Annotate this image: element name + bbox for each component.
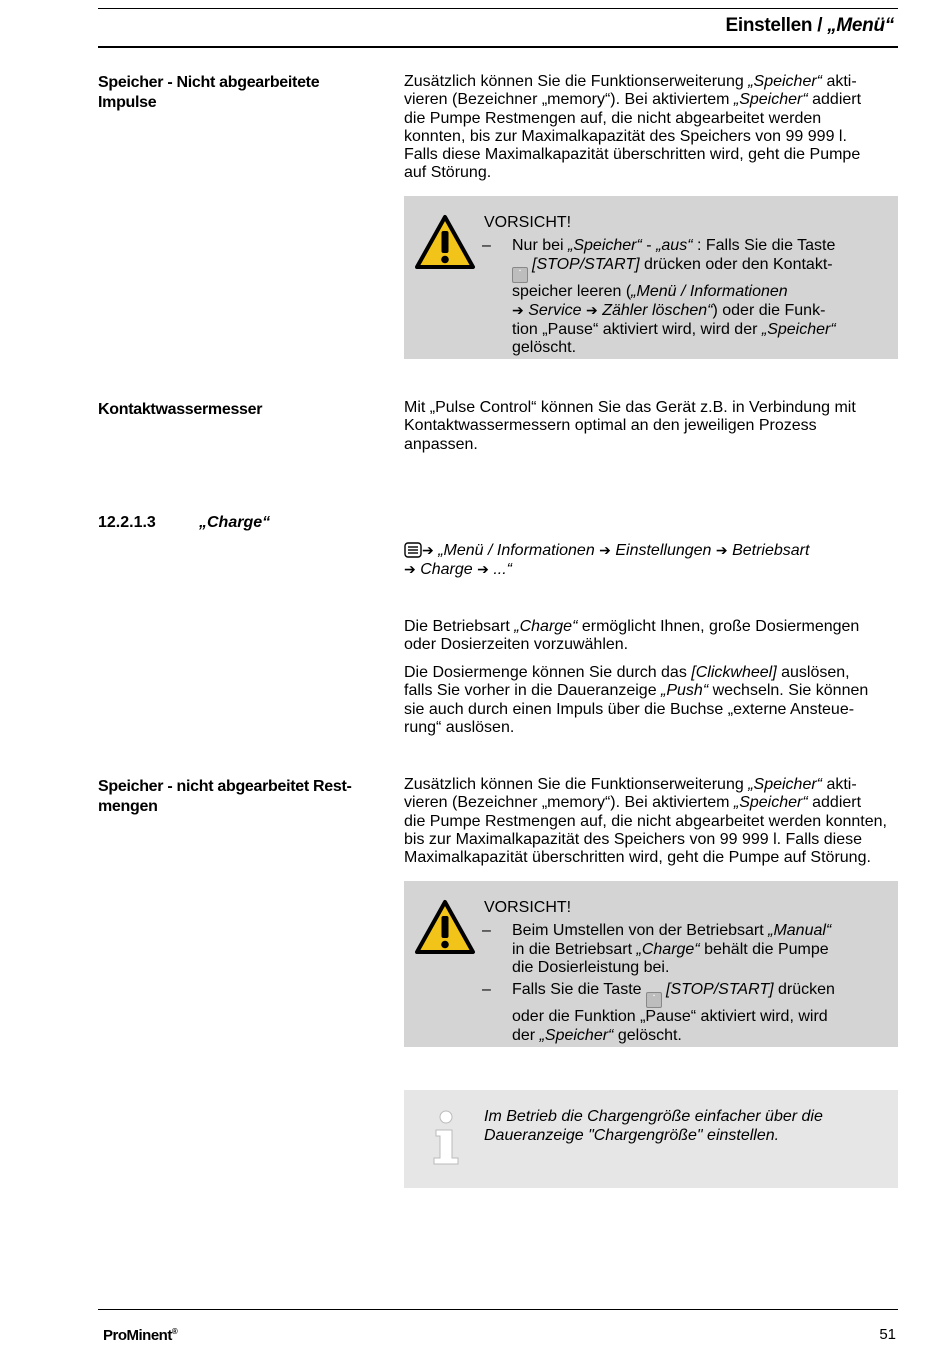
menu-icon xyxy=(404,542,422,558)
paragraph-speicher-restmengen xyxy=(404,776,898,867)
text-line: die Pumpe Restmengen auf, die nicht abgearbeitet werden konnten, xyxy=(404,812,887,830)
bullet-dash: – xyxy=(482,981,491,998)
text-line: Daueranzeige "Chargengröße" einstellen. xyxy=(484,1126,780,1144)
text-line: sie auch durch einen Impuls über die Buchse „externe Ansteue- xyxy=(404,700,855,718)
page-number: 51 xyxy=(879,1326,896,1343)
bullet-text: Falls Sie die Taste ▪ [STOP/START] drücken oder die Funktion „Pause“ aktiviert wird, wird der „Speicher“ gelöscht. xyxy=(512,981,835,1044)
info-icon xyxy=(426,1110,466,1166)
section-label-kontaktwassermesser: Kontaktwassermesser xyxy=(98,401,263,418)
section-label-speicher-restmengen xyxy=(98,777,378,817)
text-line: bis zur Maximalkapazität des Speichers von 99 999 l. Falls diese xyxy=(404,830,862,848)
text-line: oder Dosierzeiten vorzuwählen. xyxy=(404,636,629,654)
warning-triangle-icon xyxy=(414,899,476,955)
text-line: die Pumpe Restmengen auf, die nicht abgearbeitet werden xyxy=(404,109,822,127)
text-line: vieren (Bezeichner „memory“). Bei aktiviertem „Speicher“ addiert xyxy=(404,91,862,109)
paragraph-speicher-impulse xyxy=(404,73,898,183)
label-line: mengen xyxy=(98,798,158,815)
text-line: Zusätzlich können Sie die Funktionserweiterung „Speicher“ akti- xyxy=(404,776,857,793)
label-line: Speicher - Nicht abgearbeitete xyxy=(98,74,320,91)
text-line: Die Betriebsart „Charge“ ermöglicht Ihnen, große Dosiermengen xyxy=(404,618,860,635)
paragraph-charge-trigger xyxy=(404,664,898,737)
warning-title: VORSICHT! xyxy=(484,899,572,916)
arrow-right-icon: ➔ xyxy=(477,561,489,578)
arrow-right-icon: ➔ xyxy=(512,302,524,319)
brand-logo xyxy=(103,1327,177,1344)
footer-rule xyxy=(98,1309,898,1310)
text-line: vieren (Bezeichner „memory“). Bei aktiviertem „Speicher“ addiert xyxy=(404,794,862,812)
menu-path: ➔ „Menü / Informationen ➔ Einstellungen ➔ Betriebsart ➔ Charge ➔ ...“ xyxy=(404,542,810,579)
warning-box-1 xyxy=(404,196,898,359)
text-line: Zusätzlich können Sie die Funktionserweiterung „Speicher“ akti- xyxy=(404,73,857,90)
warning-box-2 xyxy=(404,881,898,1047)
text-line: Die Dosiermenge können Sie durch das [Clickwheel] auslösen, xyxy=(404,664,850,681)
paragraph-kontaktwassermesser xyxy=(404,399,898,454)
header-top-rule xyxy=(98,8,898,9)
header-section-em: „Menü“ xyxy=(827,15,894,36)
paragraph-charge-intro xyxy=(404,618,898,655)
brand-name: ProMinent xyxy=(103,1327,172,1344)
warning-triangle-icon xyxy=(414,214,476,270)
stop-start-key-icon: ▪ xyxy=(512,267,528,283)
text-line: Im Betrieb die Chargengröße einfacher über die xyxy=(484,1108,823,1125)
info-box xyxy=(404,1090,898,1188)
label-line: Impulse xyxy=(98,94,157,111)
arrow-right-icon: ➔ xyxy=(422,542,434,558)
text-line: Kontaktwassermessern optimal an den jeweiligen Prozess xyxy=(404,417,817,435)
section-title: „Charge“ xyxy=(199,514,271,531)
arrow-right-icon: ➔ xyxy=(599,542,611,558)
page-header xyxy=(725,15,894,37)
header-bottom-rule xyxy=(98,46,898,48)
info-text xyxy=(484,1108,823,1145)
bullet-text: Nur bei „Speicher“ - „aus“ : Falls Sie die Taste ▪ [STOP/START] drücken oder den Kontakt- speicher leeren („Menü / Informationen ➔ Service ➔ Zähler löschen“) oder die Funk- tion „Pause“ aktiviert wird, wird der „Speicher“ gelöscht. xyxy=(512,237,836,357)
text-line: Falls diese Maximalkapazität überschritten wird, geht die Pumpe xyxy=(404,146,861,164)
text-line: rung“ auslösen. xyxy=(404,718,515,736)
text-line: Maximalkapazität überschritten wird, geht die Pumpe auf Störung. xyxy=(404,849,871,867)
stop-start-key-icon: ▪ xyxy=(646,992,662,1008)
text-line: auf Störung. xyxy=(404,164,492,182)
bullet-text: Beim Umstellen von der Betriebsart „Manual“ in die Betriebsart „Charge“ behält die Pumpe die Dosierleistung bei. xyxy=(512,922,832,977)
brand-reg-mark: ® xyxy=(171,1327,178,1336)
section-label-speicher-impulse xyxy=(98,73,378,113)
section-number: 12.2.1.3 xyxy=(98,514,156,531)
warning-title: VORSICHT! xyxy=(484,214,572,231)
arrow-right-icon: ➔ xyxy=(404,561,416,578)
bullet-dash: – xyxy=(482,922,491,939)
text-line: falls Sie vorher in die Daueranzeige „Push“ wechseln. Sie können xyxy=(404,682,869,700)
bullet-dash: – xyxy=(482,237,491,254)
label-line: Speicher - nicht abgearbeitet Rest- xyxy=(98,778,352,795)
text-line: konnten, bis zur Maximalkapazität des Speichers von 99 999 l. xyxy=(404,127,847,145)
header-section: Einstellen / xyxy=(725,15,823,36)
arrow-right-icon: ➔ xyxy=(715,542,728,558)
text-line: anpassen. xyxy=(404,435,478,453)
text-line: Mit „Pulse Control“ können Sie das Gerät z.B. in Verbindung mit xyxy=(404,399,856,416)
arrow-right-icon: ➔ xyxy=(586,302,598,319)
